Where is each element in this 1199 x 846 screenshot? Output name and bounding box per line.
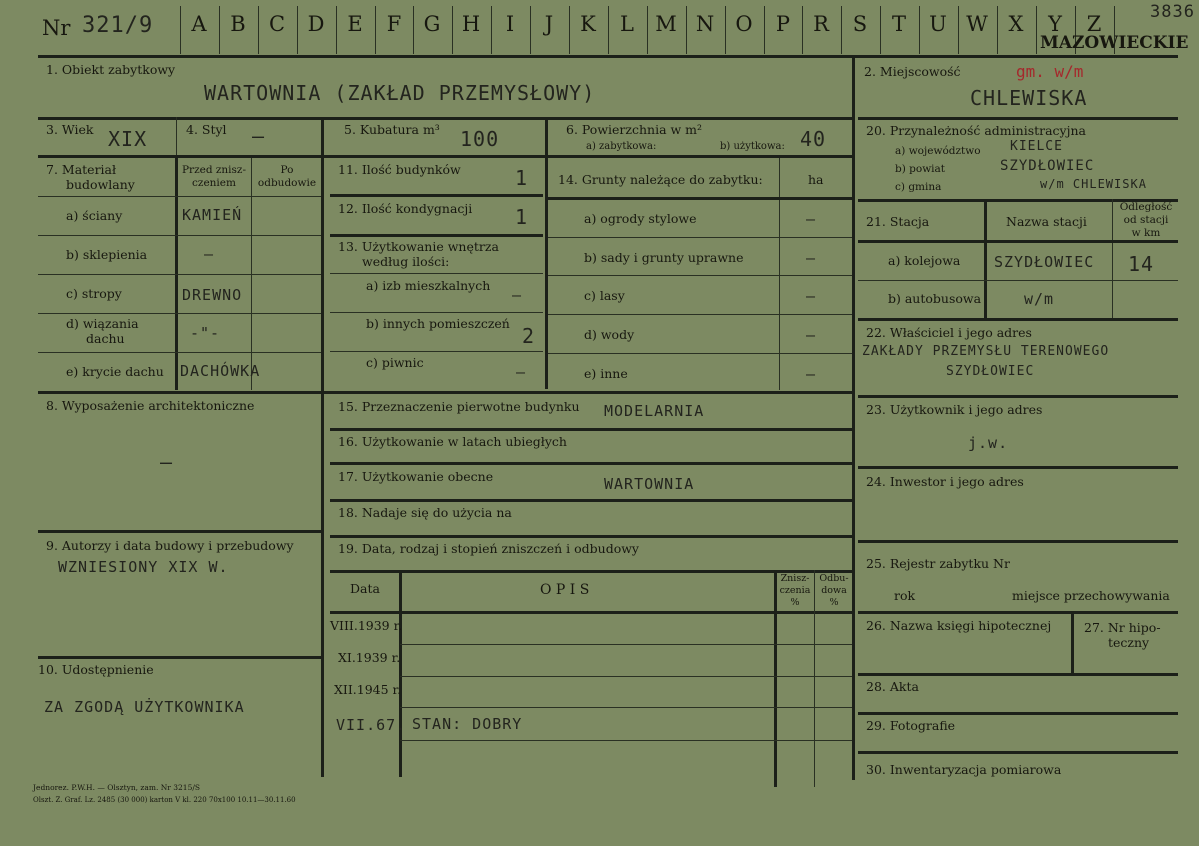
divider <box>1071 611 1074 673</box>
divider <box>38 391 852 394</box>
f14-row-value: — <box>806 365 817 383</box>
f19-row-date: XII.1945 r. <box>334 682 402 697</box>
divider <box>858 673 1178 676</box>
f2-label: 2. Miejscowość <box>864 64 961 79</box>
letter-cell: M <box>655 12 677 36</box>
divider <box>779 158 780 390</box>
f12-value: 1 <box>515 205 529 229</box>
region-stamp: MAZOWIECKIE <box>1040 33 1189 53</box>
f19-col-opis: O P I S <box>540 582 590 598</box>
divider <box>984 199 987 318</box>
footer-line: Olszt. Z. Graf. Lz. 2485 (30 000) karton V kl. 220 70x100 10.11—30.11.60 <box>33 796 296 804</box>
f13-row-value: – <box>512 286 523 304</box>
f21-col-distance: Odległość <box>1119 201 1173 213</box>
letter-cell: A <box>191 12 207 36</box>
f7-row-label: b) sklepienia <box>66 247 148 262</box>
divider <box>858 611 1178 614</box>
f13-row-value: – <box>516 363 527 381</box>
f7-col1-header: czeniem <box>192 177 236 189</box>
f14-row-label: a) ogrody stylowe <box>584 211 697 226</box>
divider <box>400 644 852 645</box>
divider <box>330 462 852 465</box>
letter-cell: S <box>852 12 868 36</box>
f14-row-label: c) lasy <box>584 288 625 303</box>
f8-label: 8. Wyposażenie architektoniczne <box>46 398 255 413</box>
f19-col-zniszczenia: % <box>790 597 800 608</box>
f20-a-label: a) województwo <box>895 145 981 157</box>
divider <box>858 318 1178 321</box>
letter-cell: Y <box>1048 12 1062 36</box>
divider <box>38 313 321 314</box>
f13-label: według ilości: <box>362 254 450 269</box>
f10-label: 10. Udostępnienie <box>38 662 154 677</box>
divider <box>38 155 852 158</box>
letter-cell: E <box>347 12 363 36</box>
divider <box>548 353 852 354</box>
f29-label: 29. Fotografie <box>866 718 956 733</box>
divider <box>321 117 324 777</box>
f14-row-value: — <box>806 287 817 305</box>
f28-label: 28. Akta <box>866 679 919 694</box>
letter-cell: X <box>1008 12 1024 36</box>
divider <box>38 196 321 197</box>
f6-b-label: b) użytkowa: <box>720 141 785 152</box>
f7-row-value: -"- <box>190 324 221 342</box>
f7-row-label: dachu <box>86 331 125 346</box>
f13-label: 13. Użytkowanie wnętrza <box>338 239 499 254</box>
f20-c-label: c) gmina <box>895 181 942 193</box>
f14-row-label: b) sady i grunty uprawne <box>584 250 744 265</box>
f4-value: – <box>252 124 266 148</box>
f21-a-label: a) kolejowa <box>888 253 961 268</box>
f19-col-odbudowa: Odbu- <box>819 573 849 584</box>
f7-label: budowlany <box>66 177 135 192</box>
divider <box>330 194 543 197</box>
divider <box>330 312 543 313</box>
f14-unit: ha <box>808 172 824 187</box>
divider <box>38 530 321 533</box>
f7-row-value: KAMIEŃ <box>182 206 243 224</box>
f3-value: XIX <box>108 127 148 151</box>
f9-value: WZNIESIONY XIX W. <box>58 558 229 576</box>
f6-label: 6. Powierzchnia w m² <box>566 122 703 137</box>
f20-c-value: w/m CHLEWISKA <box>1040 177 1147 191</box>
divider <box>330 273 543 274</box>
f21-label: 21. Stacja <box>866 214 930 229</box>
divider <box>1112 199 1113 318</box>
divider <box>176 117 177 155</box>
f7-row-label: d) wiązania <box>66 316 139 331</box>
divider <box>38 235 321 236</box>
f3-label: 3. Wiek <box>46 122 94 137</box>
divider <box>858 117 1178 120</box>
f21-col-distance: od stacji <box>1123 214 1169 226</box>
divider <box>400 676 852 677</box>
f1-value: WARTOWNIA (ZAKŁAD PRZEMYSŁOWY) <box>204 81 596 105</box>
f13-row-value: 2 <box>522 324 536 348</box>
f26-label: 26. Nazwa księgi hipotecznej <box>866 618 1052 633</box>
divider <box>858 280 1178 281</box>
divider <box>858 540 1178 543</box>
divider <box>548 237 852 238</box>
letter-cell: K <box>580 12 596 36</box>
f13-row-label: a) izb mieszkalnych <box>366 278 491 293</box>
f7-col2-header: Po <box>280 164 294 176</box>
f10-value: ZA ZGODĄ UŻYTKOWNIKA <box>44 698 245 716</box>
f7-col2-header: odbudowie <box>257 177 317 189</box>
divider <box>814 570 815 787</box>
divider <box>38 656 321 659</box>
letter-cell: L <box>620 12 634 36</box>
red-note: gm. w/m <box>1016 62 1084 81</box>
f1-label: 1. Obiekt zabytkowy <box>46 62 176 77</box>
f13-row-label: c) piwnic <box>366 355 424 370</box>
f5-value: 100 <box>460 127 500 151</box>
f7-row-value: – <box>204 245 215 263</box>
divider <box>330 428 852 431</box>
letter-cell: P <box>775 12 791 36</box>
f20-b-label: b) powiat <box>895 163 946 175</box>
f21-col-distance: w km <box>1131 227 1161 239</box>
f21-a-distance: 14 <box>1128 252 1155 276</box>
f7-col1-header: Przed znisz- <box>181 164 246 176</box>
divider <box>399 570 402 777</box>
letter-cell: U <box>929 12 947 36</box>
f21-b-label: b) autobusowa <box>888 291 982 306</box>
nr-label: Nr <box>42 16 71 40</box>
f19-row-date: VIII.1939 r. <box>330 618 403 633</box>
f2-value: CHLEWISKA <box>970 86 1088 110</box>
f14-row-value: — <box>806 326 817 344</box>
divider <box>38 274 321 275</box>
f13-row-label: b) innych pomieszczeń <box>366 316 510 331</box>
f20-b-value: SZYDŁOWIEC <box>1000 158 1095 174</box>
f19-label: 19. Data, rodzaj i stopień zniszczeń i odbudowy <box>338 541 639 556</box>
letter-cell: D <box>307 12 325 36</box>
header-divider <box>38 55 1178 58</box>
divider <box>330 351 543 352</box>
f15-value: MODELARNIA <box>604 402 705 420</box>
divider <box>858 466 1178 469</box>
letter-cell: Z <box>1086 12 1102 36</box>
divider <box>400 707 852 708</box>
f20-label: 20. Przynależność administracyjna <box>866 123 1086 138</box>
f4-label: 4. Styl <box>186 122 227 137</box>
nr-value: 321/9 <box>82 13 154 38</box>
letter-cell: J <box>544 12 554 36</box>
f22-value: SZYDŁOWIEC <box>946 364 1035 379</box>
f9-label: 9. Autorzy i data budowy i przebudowy <box>46 538 294 553</box>
f23-label: 23. Użytkownik i jego adres <box>866 402 1043 417</box>
f25-rok: rok <box>894 588 916 603</box>
divider <box>548 275 852 276</box>
letter-cell: R <box>813 12 829 36</box>
f14-row-value: — <box>806 210 817 228</box>
letter-cell: T <box>891 12 906 36</box>
divider <box>38 352 321 353</box>
f17-value: WARTOWNIA <box>604 475 695 493</box>
f20-a-value: KIELCE <box>1010 139 1063 154</box>
right-column-border <box>852 58 855 780</box>
letter-cell: W <box>966 12 988 36</box>
divider <box>858 395 1178 398</box>
letter-cell: N <box>695 12 715 36</box>
f7-row-value: DREWNO <box>182 286 243 304</box>
f23-value: j.w. <box>968 434 1009 452</box>
f22-value: ZAKŁADY PRZEMYSŁU TERENOWEGO <box>862 344 1110 359</box>
f8-value: – <box>160 450 174 474</box>
f27-label: teczny <box>1108 635 1150 650</box>
footer-line: Jednorez. P.W.H. — Olsztyn, zam. Nr 3215/S <box>33 783 201 792</box>
f24-label: 24. Inwestor i jego adres <box>866 474 1024 489</box>
f21-b-name: w/m <box>1024 290 1055 308</box>
f27-label: 27. Nr hipo- <box>1084 620 1161 635</box>
f12-label: 12. Ilość kondygnacji <box>338 201 473 216</box>
f7-label: 7. Materiał <box>46 162 117 177</box>
f19-col-odbudowa: % <box>829 597 839 608</box>
f21-a-name: SZYDŁOWIEC <box>994 253 1095 271</box>
f15-label: 15. Przeznaczenie pierwotne budynku <box>338 399 580 414</box>
f5-label: 5. Kubatura m³ <box>344 122 440 137</box>
f19-row-date: VII.67. <box>336 716 407 734</box>
divider <box>330 499 852 502</box>
f11-value: 1 <box>515 166 529 190</box>
f19-row-date: XI.1939 r. <box>338 650 401 665</box>
letter-cell: B <box>230 12 246 36</box>
f7-row-label: a) ściany <box>66 208 123 223</box>
divider <box>38 117 852 120</box>
f19-col-odbudowa: dowa <box>821 585 847 596</box>
divider <box>858 751 1178 754</box>
f16-label: 16. Użytkowanie w latach ubiegłych <box>338 434 567 449</box>
f25-miejsce: miejsce przechowywania <box>1012 588 1170 603</box>
letter-cell: I <box>505 12 515 36</box>
f14-row-value: — <box>806 249 817 267</box>
f22-label: 22. Właściciel i jego adres <box>866 325 1032 340</box>
f19-col-zniszczenia: Znisz- <box>780 573 810 584</box>
f18-label: 18. Nadaje się do użycia na <box>338 505 512 520</box>
corner-number: 3836 <box>1150 2 1195 22</box>
f19-col-data: Data <box>350 581 380 596</box>
letter-cell: H <box>461 12 481 36</box>
f6-value: 40 <box>800 127 827 151</box>
divider <box>400 740 852 741</box>
divider <box>858 712 1178 715</box>
letter-cell: F <box>386 12 402 36</box>
letter-cell: C <box>268 12 286 36</box>
f7-row-label: e) krycie dachu <box>66 364 164 379</box>
f6-a-label: a) zabytkowa: <box>586 141 657 152</box>
f21-col-name: Nazwa stacji <box>1006 214 1087 229</box>
f7-row-label: c) stropy <box>66 286 122 301</box>
divider <box>548 197 852 200</box>
f14-label: 14. Grunty należące do zabytku: <box>558 172 763 187</box>
f19-col-zniszczenia: czenia <box>779 585 811 596</box>
letter-cell: G <box>423 12 441 36</box>
f7-row-value: DACHÓWKA <box>180 362 261 380</box>
divider <box>858 240 1178 243</box>
f17-label: 17. Użytkowanie obecne <box>338 469 494 484</box>
f30-label: 30. Inwentaryzacja pomiarowa <box>866 762 1062 777</box>
f19-row-opis: STAN: DOBRY <box>412 715 523 733</box>
f14-row-label: d) wody <box>584 327 635 342</box>
f14-row-label: e) inne <box>584 366 628 381</box>
divider <box>330 234 543 237</box>
letter-cell: O <box>735 12 753 36</box>
f25-label: 25. Rejestr zabytku Nr <box>866 556 1010 571</box>
f11-label: 11. Ilość budynków <box>338 162 461 177</box>
divider <box>330 535 852 538</box>
divider <box>545 117 548 389</box>
divider <box>548 314 852 315</box>
